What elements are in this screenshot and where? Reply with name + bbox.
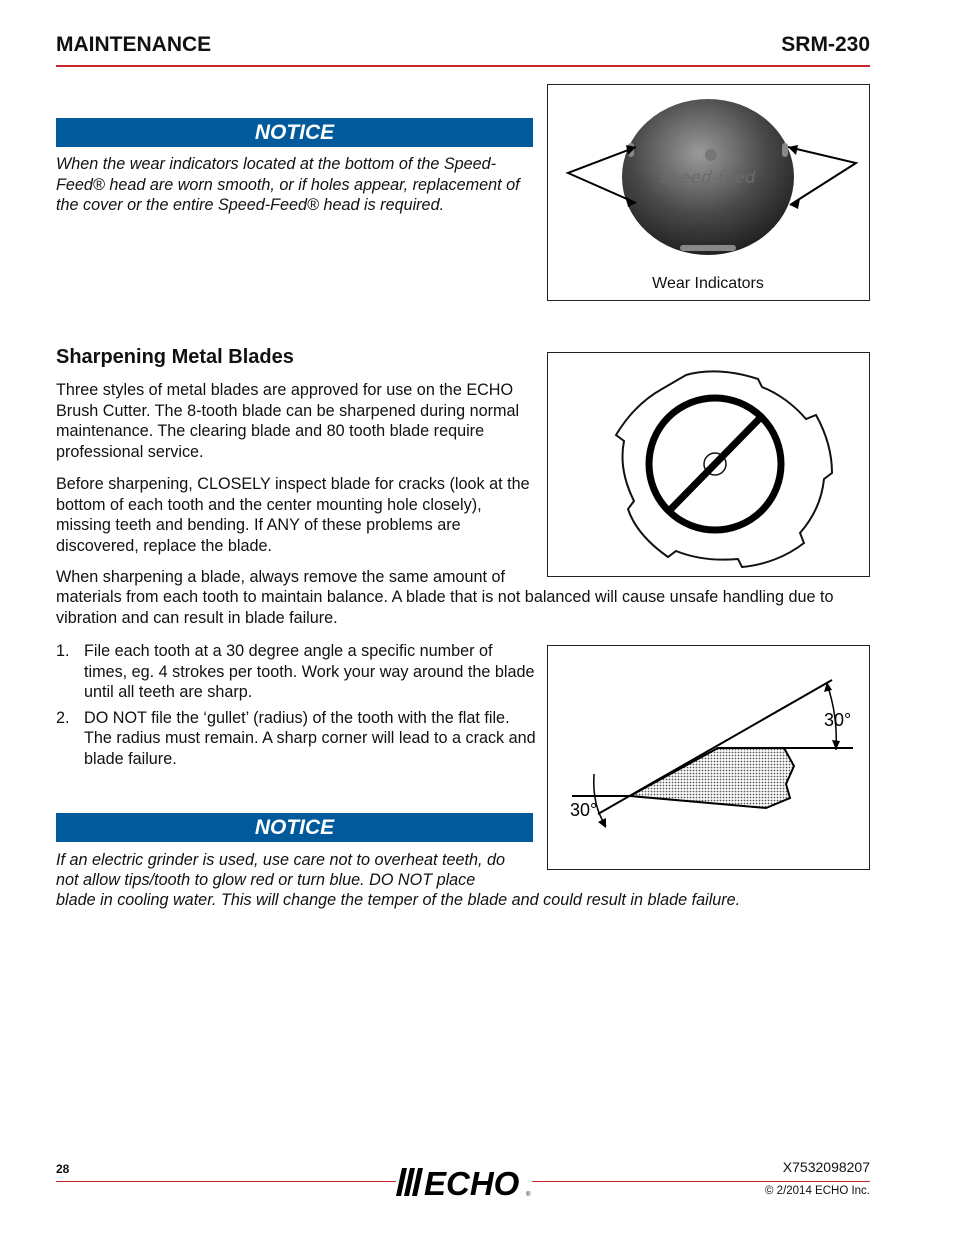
- angle-label-bottom: 30°: [570, 800, 598, 820]
- step-number: 1.: [56, 642, 70, 660]
- notice-banner-1: NOTICE: [56, 118, 533, 147]
- notice-text-2-line1: If an electric grinder is used, use care not to overheat teeth, do: [56, 851, 506, 869]
- header-rule: [56, 65, 870, 67]
- paragraph-balance-b: materials from each tooth to maintain balance. A blade that is not balanced will cause unsafe handling due to vibration and can result in blade failure.: [56, 588, 834, 627]
- header-model: SRM-230: [781, 33, 870, 56]
- angle-label-top: 30°: [824, 710, 852, 730]
- echo-logo-mark: [396, 1166, 534, 1198]
- paragraph-balance-a: When sharpening a blade, always remove the same amount of: [56, 568, 506, 586]
- footer-rule-left: [56, 1181, 396, 1182]
- step-item: [56, 641, 536, 703]
- step-item: [56, 708, 536, 770]
- section-title: Sharpening Metal Blades: [56, 346, 294, 368]
- figure-tooth-angle: [547, 645, 870, 870]
- document-part-number: X7532098207: [782, 1159, 870, 1175]
- notice-banner-2: NOTICE: [56, 813, 533, 842]
- figure-blade-prohibited: [547, 352, 870, 577]
- tooth-angle-illustration: [548, 646, 869, 869]
- notice-text-2-line3: blade in cooling water. This will change the temper of the blade and could result in blade failure.: [56, 891, 741, 909]
- figure-caption-wear-indicators: Wear Indicators: [652, 275, 764, 292]
- step-text: DO NOT file the ‘gullet’ (radius) of the tooth with the flat file. The radius must remain. A sharp corner will lead to a crack and blade failure.: [84, 708, 536, 768]
- echo-logo: [396, 1166, 534, 1198]
- speed-feed-logo-text: speed-feed: [660, 168, 756, 188]
- svg-text:®: ®: [526, 1192, 531, 1198]
- copyright-notice: © 2/2014 ECHO Inc.: [765, 1185, 870, 1197]
- echo-logo-text: ECHO: [424, 1166, 520, 1198]
- notice-text-1: When the wear indicators located at the bottom of the Speed-Feed® head are worn smooth, or if holes appear, replacement of the cover or the entire Speed-Feed® head is required.: [56, 155, 520, 214]
- paragraph-inspect-blade: Before sharpening, CLOSELY inspect blade for cracks (look at the bottom of each tooth and the center mounting hole closely), missing teeth and bending. If ANY of these problems are discovered, replace the blade.: [56, 475, 530, 555]
- page-number: 28: [56, 1162, 70, 1176]
- blade-prohibition-illustration: [548, 353, 869, 576]
- sharpening-steps: [56, 641, 536, 774]
- paragraph-blade-styles: Three styles of metal blades are approved for use on the ECHO Brush Cutter. The 8-tooth blade can be sharpened during normal maintenance. The clearing blade and 80 tooth blade require professional service.: [56, 381, 520, 461]
- speed-feed-head-illustration: [548, 85, 869, 300]
- step-number: 2.: [56, 708, 70, 727]
- notice-text-2-line2: not allow tips/tooth to glow red or turn blue. DO NOT place: [56, 871, 476, 889]
- header-section-title: MAINTENANCE: [56, 33, 212, 56]
- figure-wear-indicators: [547, 84, 870, 301]
- footer-rule-right: [532, 1181, 870, 1182]
- step-text: File each tooth at a 30 degree angle a specific number of times, eg. 4 strokes per tooth. Work your way around the blade until all teeth are sharp.: [84, 642, 535, 701]
